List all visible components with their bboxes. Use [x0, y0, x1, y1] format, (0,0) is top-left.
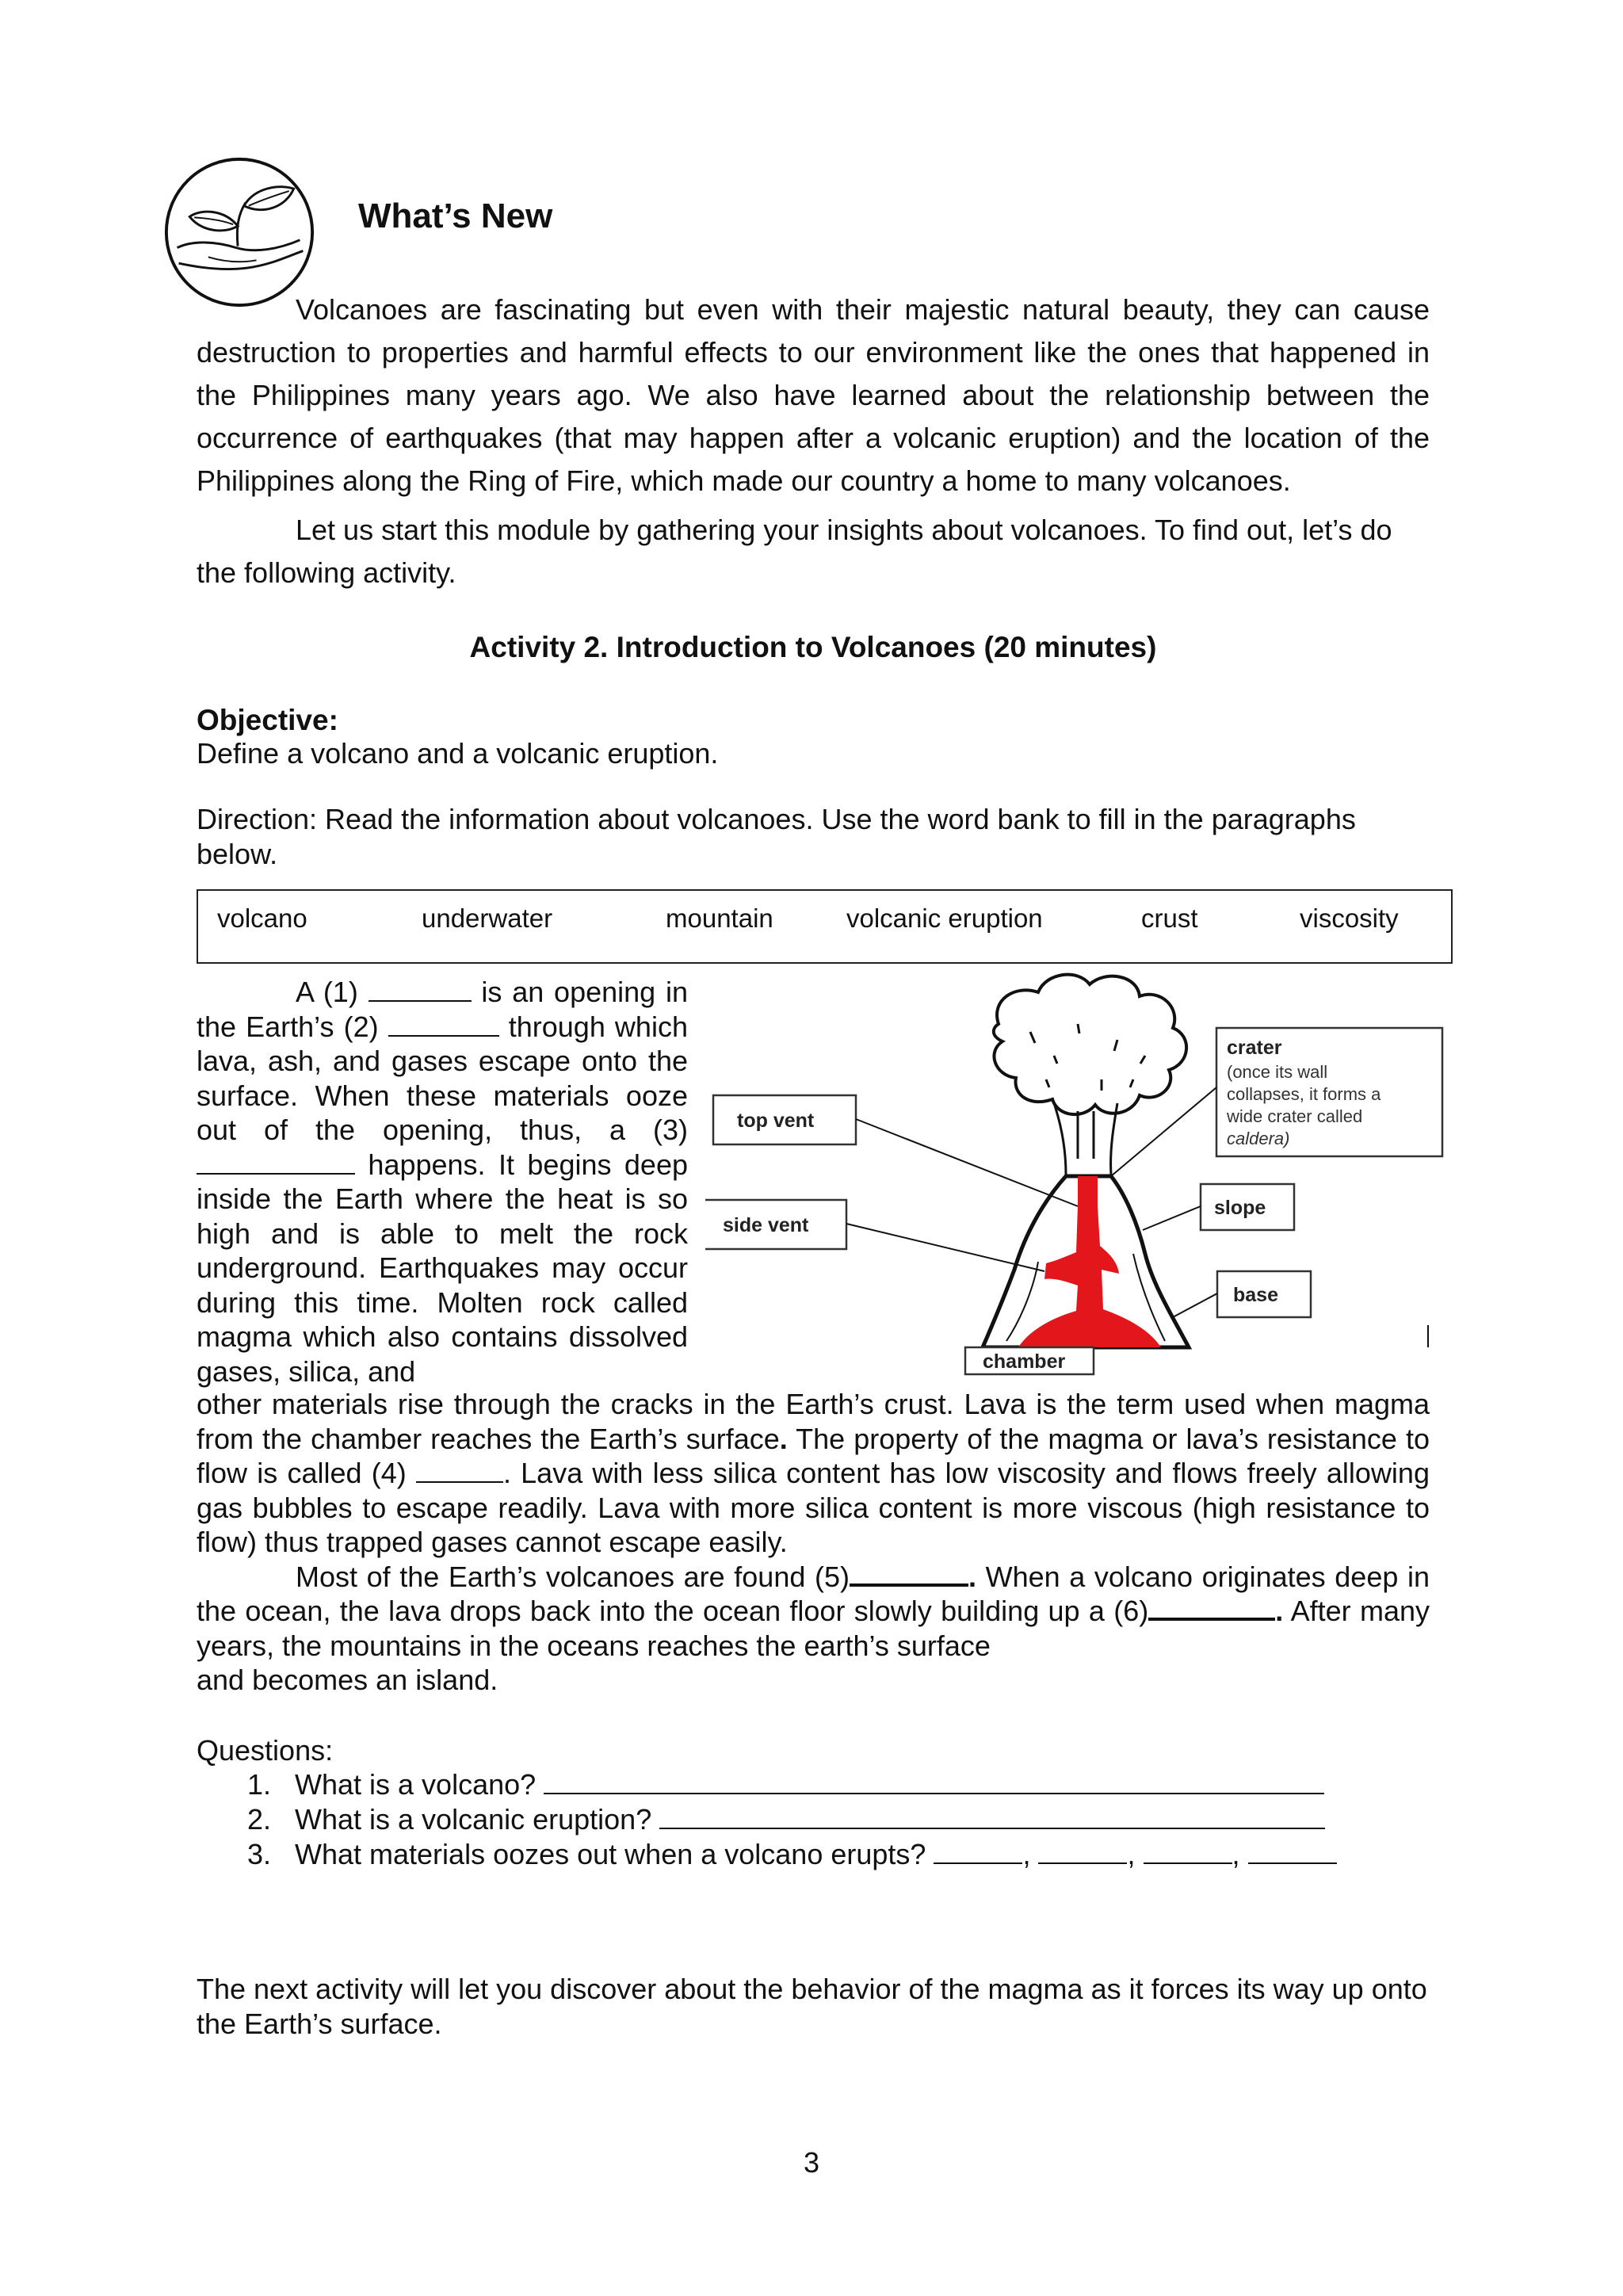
separator: ,: [1022, 1838, 1031, 1870]
eruption-cloud: [994, 975, 1186, 1114]
question-text: What is a volcanic eruption?: [295, 1803, 652, 1836]
crater-note: collapses, it forms a: [1227, 1084, 1381, 1104]
answer-blank-2[interactable]: [659, 1804, 1325, 1829]
question-number: 2.: [247, 1803, 272, 1836]
closing-text: The next activity will let you discover about the behavior of the magma as it forces its way up onto the Earth’s surface.: [197, 1973, 1427, 2040]
fill-text: happens. It begins deep inside the Earth where the heat is so high and is able to melt the rock underground. Earthquakes may occur during this time. Molten rock called magma which also contains dissolved gases, silica, and: [197, 1148, 688, 1388]
intro-paragraph-2: Let us start this module by gathering your insights about volcanoes. To find out, let’s do the following activity.: [197, 514, 1392, 589]
blank-6[interactable]: [1148, 1594, 1275, 1621]
question-item: [235, 1767, 1439, 1802]
word-bank-item: underwater: [422, 904, 553, 933]
blank-2[interactable]: [388, 1011, 499, 1037]
fill-text: Most of the Earth’s volcanoes are found (5): [296, 1560, 850, 1593]
question-item: [235, 1837, 1439, 1872]
word-bank-item: mountain: [666, 904, 773, 933]
answer-blank-1[interactable]: [544, 1769, 1324, 1794]
question-number: 1.: [247, 1768, 272, 1801]
questions-label: Questions:: [197, 1734, 334, 1767]
crater-note: caldera): [1227, 1129, 1290, 1148]
question-number: 3.: [247, 1838, 272, 1870]
word-bank-item: volcano: [217, 904, 307, 933]
direction-text: Direction: Read the information about volcanoes. Use the word bank to fill in the paragraphs below.: [197, 803, 1356, 870]
blank-4[interactable]: [416, 1457, 503, 1483]
objective-label: Objective:: [197, 704, 338, 736]
fill-text: A (1): [296, 976, 358, 1008]
question-text: What materials oozes out when a volcano erupts?: [295, 1838, 926, 1870]
question-item: [235, 1802, 1439, 1837]
seedling-hand-icon: [162, 155, 317, 310]
word-bank-item: viscosity: [1300, 904, 1399, 933]
answer-blank-3a[interactable]: [934, 1839, 1022, 1864]
answer-blank-3d[interactable]: [1248, 1839, 1337, 1864]
fill-text: .: [779, 1422, 788, 1455]
fill-text: After many years, the mountains in the oceans reaches the earth’s surface: [197, 1595, 1430, 1662]
fill-text: and becomes an island.: [197, 1664, 498, 1696]
crater-note: wide crater called: [1227, 1106, 1363, 1126]
activity-title: Activity 2. Introduction to Volcanoes (20 minutes): [469, 631, 1157, 663]
word-bank-item: volcanic eruption: [846, 904, 1043, 933]
base-label: base: [1233, 1284, 1278, 1306]
word-bank: [197, 889, 1453, 964]
page-number: 3: [803, 2146, 820, 2179]
separator: ,: [1127, 1838, 1136, 1870]
slope-label: slope: [1214, 1197, 1266, 1219]
fill-text: When a volcano originates deep in the ocean, the lava drops back into the ocean floor slowly building up a (6): [197, 1560, 1430, 1627]
chamber-label: chamber: [983, 1350, 1066, 1373]
objective-text: Define a volcano and a volcanic eruption.: [197, 737, 719, 770]
fill-text: The property of the magma or lava’s resistance to flow is called (4): [197, 1422, 1430, 1489]
intro-paragraph-1: Volcanoes are fascinating but even with their majestic natural beauty, they can cause destruction to properties and harmful effects to our environment like the ones that happened in the Philippines many years ago. We also have learned about the relationship between the occurrence of earthquakes (that may happen after a volcanic eruption) and the location of the Philippines along the Ring of Fire, which made our country a home to many volcanoes.: [197, 293, 1430, 497]
top-vent-label: top vent: [737, 1110, 815, 1132]
questions-list: [235, 1767, 1439, 1872]
answer-blank-3c[interactable]: [1144, 1839, 1232, 1864]
fill-in-paragraph-part-2: other materials rise through the cracks in the Earth’s crust. Lava is the term used when magma from the chamber reaches the Earth’s surface. The property of the magma or lava’s resistance to flow is called (4) . Lava with less silica content has low viscosity and flows freely allowing gas bubbles to escape readily. Lava with more silica content is more viscous (high resistance to flow) thus trapped gases cannot escape easily. Most of the Earth’s volcanoes are found (5) . When a volcano originates deep in the ocean, the lava drops back into the ocean floor slowly building up a (6) . After many years, the mountains in the oceans reaches the earth’s surface and becomes an island.: [197, 1388, 1430, 1696]
crater-label: crater: [1227, 1037, 1282, 1059]
fill-text: other materials rise through the cracks in the Earth’s crust. Lava is the term used when magma from the chamber reaches the Earth’s surface: [197, 1388, 1430, 1455]
blank-3[interactable]: [197, 1149, 355, 1175]
word-bank-item: crust: [1141, 904, 1198, 933]
blank-1[interactable]: [369, 976, 472, 1002]
crater-note: (once its wall: [1227, 1062, 1328, 1082]
side-vent-label: side vent: [723, 1214, 809, 1236]
fill-text: through which lava, ash, and gases escape onto the surface. When these materials ooze out of the opening, thus, a (3): [197, 1010, 688, 1146]
fill-in-paragraph-part-1: [197, 975, 688, 1389]
fill-text: is an opening in the Earth’s (2): [197, 976, 688, 1043]
section-title: What’s New: [358, 197, 553, 235]
separator: ,: [1232, 1838, 1240, 1870]
question-text: What is a volcano?: [295, 1768, 537, 1801]
volcano-diagram: [705, 968, 1466, 1381]
fill-text: . Lava with less silica content has low viscosity and flows freely allowing gas bubbles to escape readily. Lava with more silica content is more viscous (high resistance to flow) thus trapped gases cannot escape easily.: [197, 1457, 1430, 1558]
blank-5[interactable]: [850, 1560, 968, 1587]
answer-blank-3b[interactable]: [1038, 1839, 1127, 1864]
